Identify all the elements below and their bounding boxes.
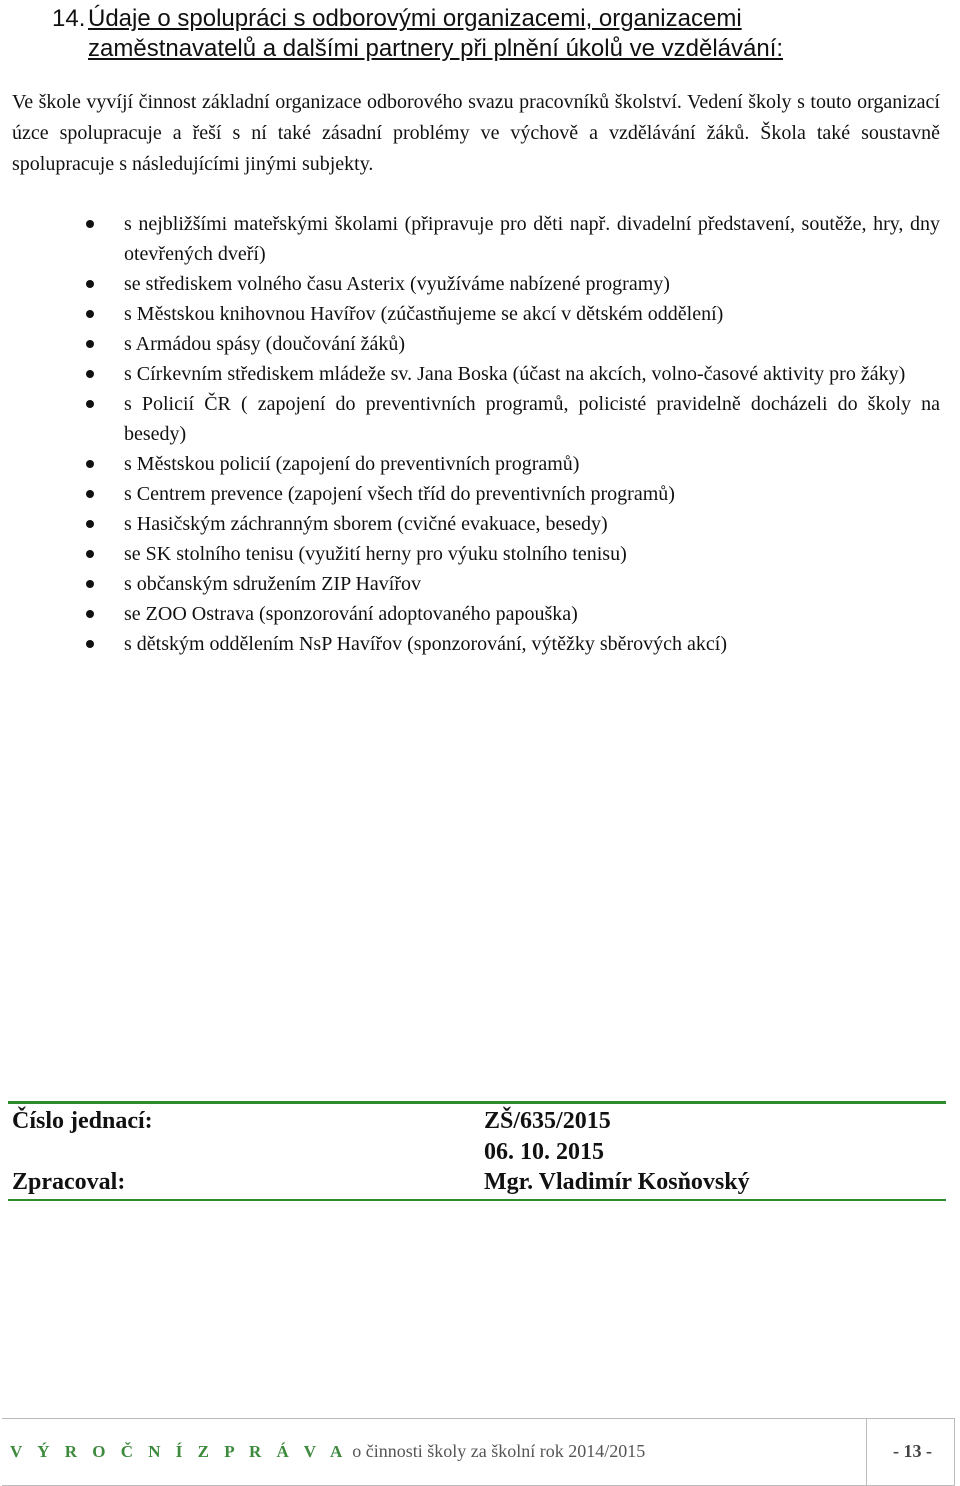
list-item: s Centrem prevence (zapojení všech tříd do preventivních programů) [0, 479, 940, 509]
bullet-icon [86, 280, 94, 288]
list-item: se střediskem volného času Asterix (využíváme nabízené programy) [0, 269, 940, 299]
section-title-line-1: Údaje o spolupráci s odborovými organizacemi, organizacemi [88, 5, 742, 32]
report-title: V Ý R O Č N Í Z P R Á V A [10, 1442, 348, 1461]
report-subtitle: o činnosti školy za školní rok 2014/2015 [352, 1441, 646, 1461]
list-item: se ZOO Ostrava (sponzorování adoptovaného papouška) [0, 599, 940, 629]
bullet-icon [86, 310, 94, 318]
signature-block [8, 1101, 946, 1201]
author-value: Mgr. Vladimír Kosňovský [484, 1169, 750, 1195]
intro-text: Ve škole vyvíjí činnost základní organizace odborového svazu pracovníků školství. Vedení školy s touto organizací úzce spolupracuje a řeší s ní také zásadní problémy ve výchově a vzdělávání žáků. Škola také soustavně spolupracuje s následujícími jinými subjekty. [12, 91, 940, 175]
section-title-line-2: zaměstnavatelů a dalšími partnery při plnění úkolů ve vzdělávání: [88, 35, 784, 62]
author-label: Zpracoval: [12, 1169, 126, 1195]
list-item: s nejbližšími mateřskými školami (připravuje pro děti např. divadelní představení, soutěže, hry, dny otevřených dveří) [0, 209, 940, 269]
bullet-icon [86, 220, 94, 228]
list-item: se SK stolního tenisu (využití herny pro výuku stolního tenisu) [0, 539, 940, 569]
bullet-icon [86, 460, 94, 468]
list-item: s Církevním střediskem mládeže sv. Jana Boska (účast na akcích, volno-časové aktivity pro žáky) [0, 359, 940, 389]
reference-label: Číslo jednací: [12, 1108, 153, 1134]
page-footer [2, 1418, 955, 1486]
partners-list [0, 209, 940, 659]
reference-value: ZŠ/635/2015 [484, 1108, 611, 1134]
footer-title [10, 1441, 645, 1462]
bullet-icon [86, 400, 94, 408]
bullet-icon [86, 340, 94, 348]
bullet-icon [86, 490, 94, 498]
document-date: 06. 10. 2015 [484, 1139, 604, 1165]
bullet-icon [86, 580, 94, 588]
list-item: s Městskou knihovnou Havířov (zúčastňujeme se akcí v dětském oddělení) [0, 299, 940, 329]
list-item: s občanským sdružením ZIP Havířov [0, 569, 940, 599]
list-item: s Policií ČR ( zapojení do preventivních programů, policisté pravidelně docházeli do školy na besedy) [0, 389, 940, 449]
bullet-icon [86, 550, 94, 558]
list-item: s dětským oddělením NsP Havířov (sponzorování, výtěžky sběrových akcí) [0, 629, 940, 659]
intro-paragraph [12, 87, 940, 180]
page-number: - 13 - [893, 1441, 932, 1461]
list-item: s Hasičským záchranným sborem (cvičné evakuace, besedy) [0, 509, 940, 539]
bullet-icon [86, 370, 94, 378]
bullet-icon [86, 640, 94, 648]
bullet-icon [86, 610, 94, 618]
list-item: s Městskou policií (zapojení do preventivních programů) [0, 449, 940, 479]
bullet-icon [86, 520, 94, 528]
section-number: 14. [52, 5, 86, 32]
footer-divider [866, 1419, 867, 1485]
list-item: s Armádou spásy (doučování žáků) [0, 329, 940, 359]
